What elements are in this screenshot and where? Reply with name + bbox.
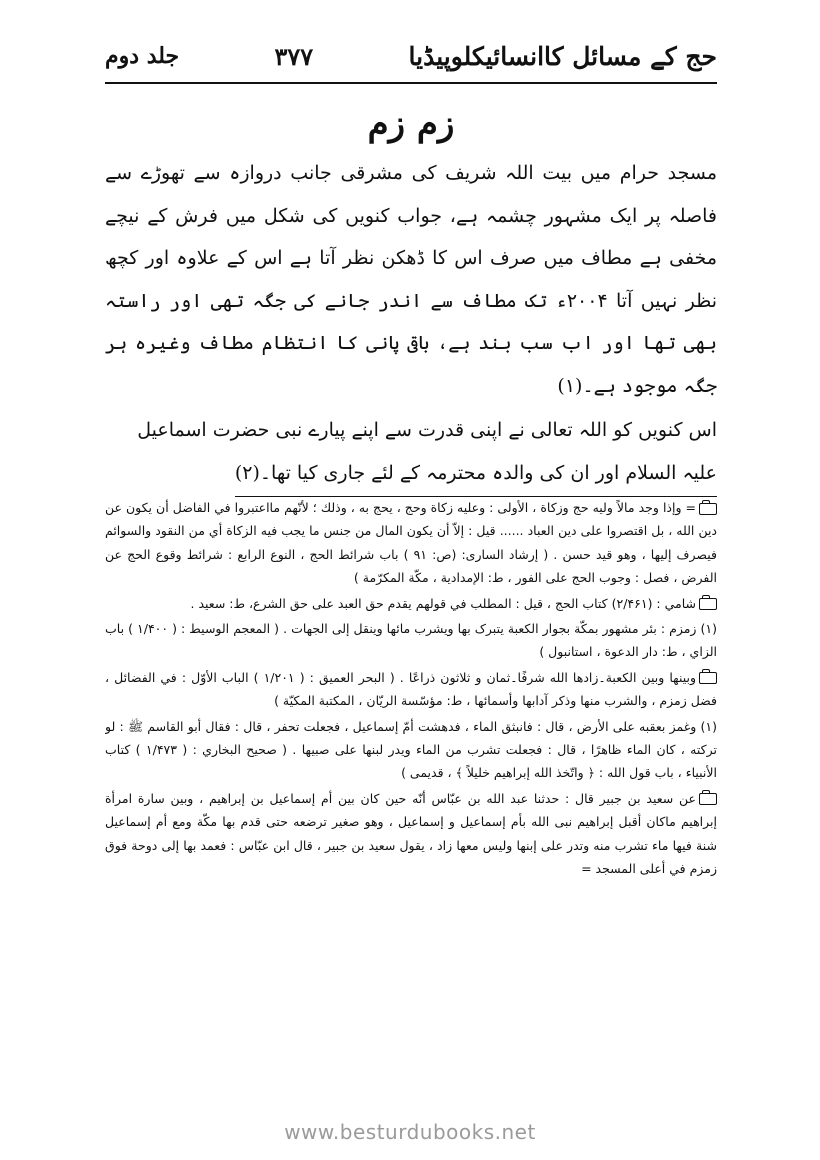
website-footer: www.besturdubooks.net: [284, 1120, 536, 1144]
article-title: زم زم: [367, 104, 455, 144]
book-title: حج کے مسائل کاانسائیکلوپیڈیا: [408, 41, 717, 71]
paragraph-2-last-line: علیہ السلام اور ان کی والدہ محترمہ کے لئے جاری کیا تھا۔(۲): [235, 452, 717, 498]
paragraph-2-lead: اس کنویں کو اللہ تعالی نے اپنی قدرت سے اپنے پیارے نبی حضرت اسماعیل: [137, 419, 717, 441]
footnotes: [105, 496, 717, 1094]
footnote: (۱) زمزم : بئر مشهور بمكّة بجوار الكعبة يتبرک بها ويشرب مائها وينقل إلى الجهات . ( المعجم الوسيط : ( ۱/۴۰۰ ) باب الزاي ، ط: دار الدعوة ، استانبول ): [105, 621, 717, 660]
footnote: وبينها وبين الكعبة۔زادها الله شرفًا۔ثمان و ثلاثون ذراعًا . ( البحر العميق : ( ۱/۲۰۱ ) الباب الأوّل : في الفضائل ، فضل زمزم ، والشرب منها وذكر آدابها وأسمائها ، ط: مؤسّسة الريّان ، المكتبة المكيّة ): [105, 669, 717, 709]
folder-icon: [699, 598, 717, 610]
footnote: (۱) وغمز بعقبه على الأرض ، قال : فانبثق الماء ، فدهشت أمّ إسماعيل ، فجعلت تحفر ، قال : فقال أبو القاسم ﷺ : لو تركته ، كان الماء ظاهرًا ، قال : فجعلت تشرب من الماء ويدر لبنها على صبيها . ( صحيح البخاري : ( ۱/۴۷۳ ) كتاب الأنبياء ، باب قول الله : ﴿ واتّخذ الله إبراهيم خليلاً ﴾ ، قديمى ): [105, 718, 717, 781]
page-number: ۳۷۷: [274, 41, 314, 71]
footnote: = وإذا وجد مالاً وليه حج وزكاة ، الأولى : وعليه زكاة وحج ، يحج به ، وذلك ؛ لأنّهم مااعتبروا في الفاضل أن يكون عن دين الله ، بل اقتصروا على دين العباد ...... قيل : إلاّ أن يكون المال من جنس ما يجب فيه الزكاة أي من النقود والسوائم فيصرف إليها ، وهو قيد حسن . ( إرشاد السارى: (ص: ۹۱ ) باب شرائط الحج ، النوع الرابع : شرائط وقوع الحج عن الفرض ، فصل : وجوب الحج على الفور ، ط: الإمدادية ، مكّة المكرّمة ): [105, 500, 717, 586]
header-divider: [105, 82, 717, 84]
paragraph-1: مسجد حرام میں بیت اللہ شریف کی مشرقی جانب دروازہ سے تھوڑے سے فاصلہ پر ایک مشہور چشمہ ہے، جواب کنویں کی شکل میں فرش کے نیچے مخفی ہے مطاف میں صرف اس کا ڈھکن نظر آتا ہے اس کے علاوہ اور کچھ نظر نہیں آتا ۲۰۰۴ء تک مطاف سے اندر جانے کی جگہ تھی اور راستہ بھی تھا اور اب سب بند ہے، باقی پانی کا انتظام مطاف وغیرہ ہر جگہ موجود ہے۔(۱): [105, 162, 717, 397]
page-header: [105, 36, 717, 76]
footnote: شامي : (۲/۴۶۱) كتاب الحج ، قيل : المطلب في قولهم يقدم حق العبد على حق الشرع، ط: سعيد .: [105, 592, 717, 615]
paragraph-2: [105, 409, 717, 497]
footnote: عن سعيد بن جبير قال : حدثنا عبد الله بن عبّاس أنّه حين كان بين أم إسماعيل بن إبراهيم ، وبين سارة امرأة إبراهيم ماكان أقبل إبراهيم نبى الله بأم إسماعيل و إسماعيل ، وهو صغير ترضعه حتى قدم بها مكّة ومع أم إسماعيل شنة فيها ماء تشرب منه وتدر على إبنها وليس معها زاد ، يقول سعيد بن جبير ، قال ابن عبّاس : فعمد بها إلى دوحة فوق زمزم في أعلى المسجد =: [105, 790, 717, 877]
folder-icon: [699, 672, 717, 684]
folder-icon: [699, 793, 717, 805]
folder-icon: [699, 503, 717, 515]
volume-label: جلد دوم: [105, 43, 180, 69]
article-body: [105, 152, 717, 497]
